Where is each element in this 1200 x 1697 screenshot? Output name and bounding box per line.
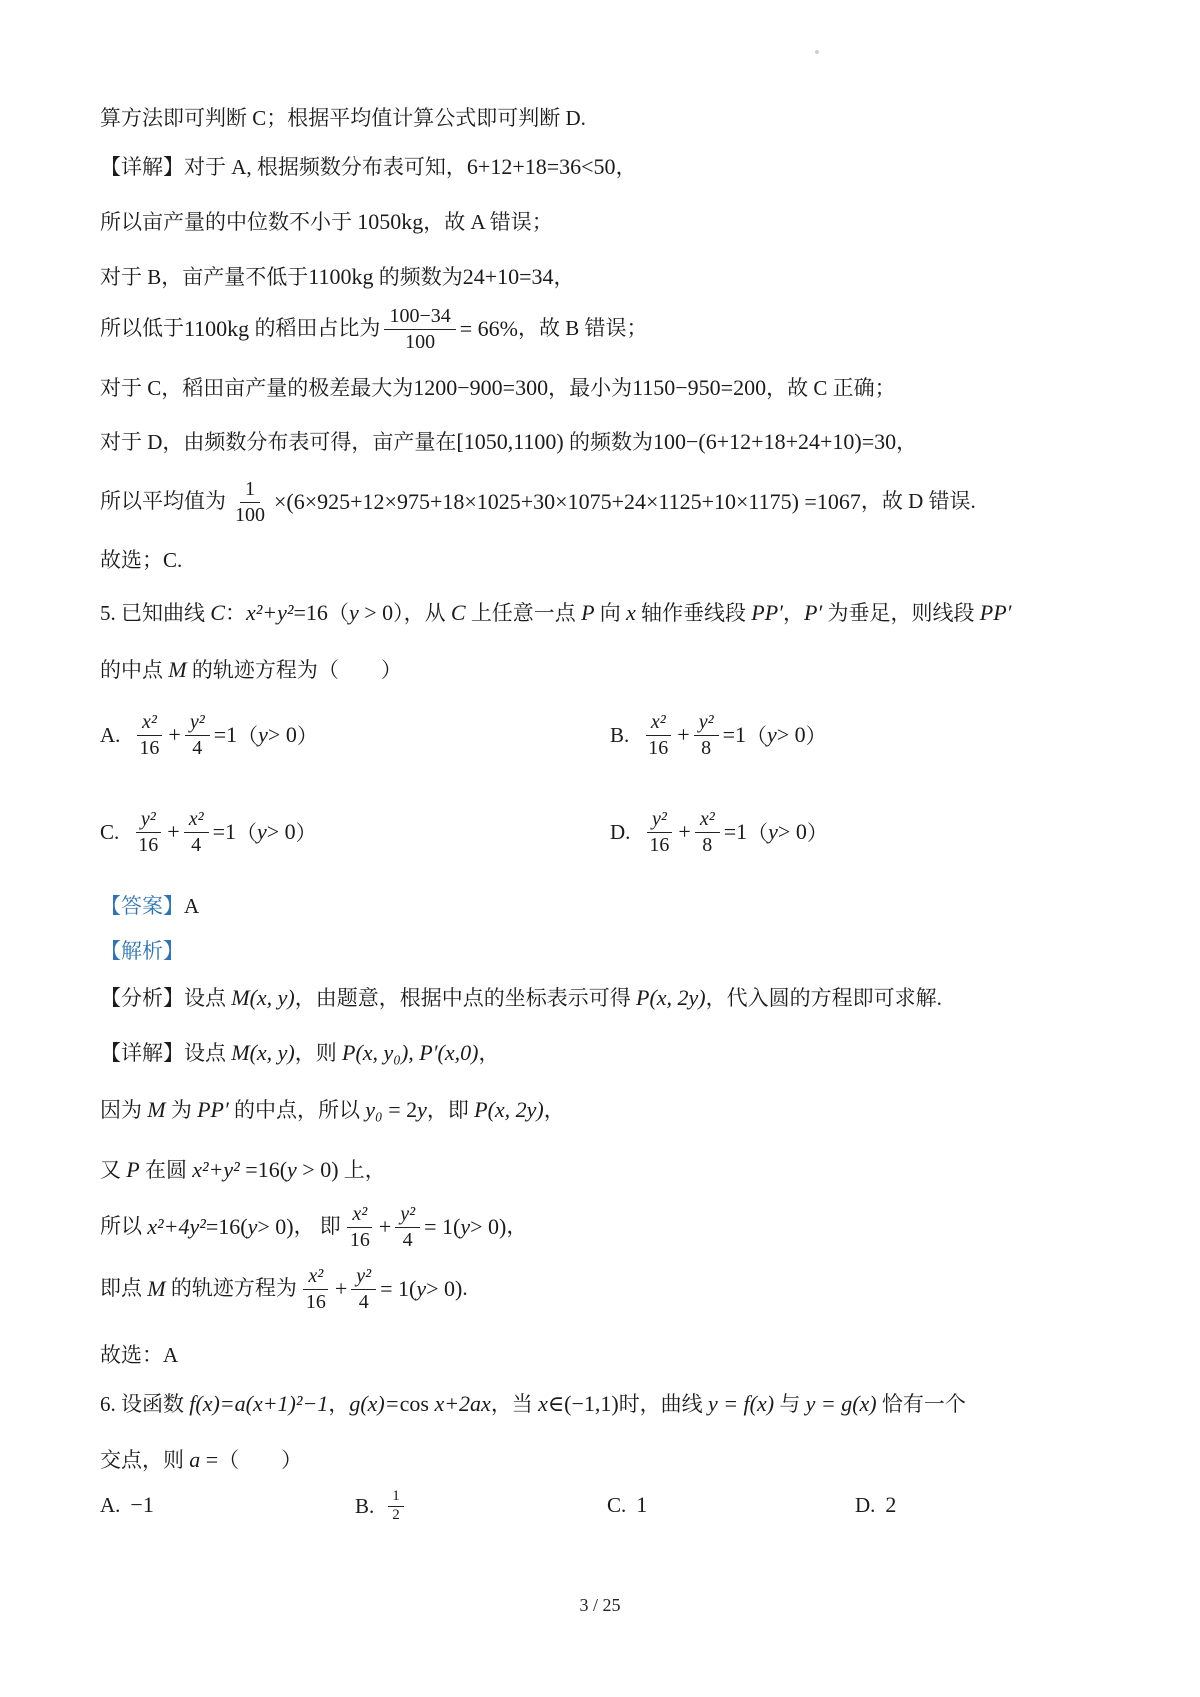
- q5-option-d[interactable]: [610, 795, 828, 869]
- fraction-numerator: x²: [303, 1265, 328, 1290]
- text-segment: 所以: [100, 1214, 148, 1239]
- option-d-frequency-line: [100, 427, 1112, 457]
- text-segment: ，: [328, 1392, 350, 1416]
- text-segment: x²+y²: [245, 600, 294, 625]
- fraction: [695, 808, 720, 857]
- option-label: A.: [100, 722, 121, 747]
- text-segment: > 0: [776, 722, 806, 747]
- text-segment: ，故 B 错误；: [517, 316, 648, 341]
- text-segment: ，最小为: [548, 376, 633, 400]
- text-segment: 1050kg: [357, 209, 424, 234]
- circle-condition-line: [100, 1155, 1112, 1185]
- text-segment: ：: [224, 601, 246, 625]
- fraction-denominator: 16: [648, 736, 669, 759]
- text-segment: ，: [553, 265, 575, 289]
- analysis-header-line: [100, 938, 1112, 966]
- option-label: C.: [607, 1492, 627, 1517]
- text-segment: M: [168, 657, 187, 682]
- text-segment: +: [167, 819, 180, 844]
- fraction-numerator: y²: [136, 808, 161, 833]
- text-segment: x²+4y²: [147, 1214, 206, 1240]
- text-segment: f(x)=a(x+1)²−1: [189, 1391, 329, 1416]
- text-segment: 6+12+18=36<50: [466, 154, 616, 179]
- answer-line: [100, 893, 1112, 921]
- q6-option-d[interactable]: [855, 1490, 896, 1520]
- text-segment: 又: [100, 1158, 127, 1182]
- text-segment: y: [768, 819, 778, 844]
- option-b-frequency-line: [100, 262, 1112, 292]
- option-label: D.: [610, 819, 631, 844]
- option-label: A.: [100, 1492, 121, 1517]
- text-segment: 对于 D，由频数分布表可得，亩产量在: [100, 430, 457, 454]
- text-segment: 故选：A: [100, 1343, 179, 1367]
- text-segment: y: [766, 722, 777, 747]
- text-segment: 轴作垂线段: [635, 601, 752, 625]
- fraction-numerator: y²: [694, 711, 719, 736]
- fraction-numerator: 100−34: [384, 305, 455, 330]
- text-segment: 5. 已知曲线: [100, 601, 211, 625]
- text-segment: C: [210, 600, 225, 625]
- text-segment: 对于 B，亩产量不低于: [100, 265, 309, 289]
- text-segment: （: [235, 821, 257, 845]
- text-segment: 时，曲线: [618, 1392, 708, 1416]
- fraction: [351, 1265, 376, 1314]
- fraction: [643, 711, 673, 760]
- text-segment: y: [256, 819, 267, 844]
- text-segment: P(x, 2y): [636, 985, 706, 1010]
- page-footer-number: 3 / 25: [579, 1595, 621, 1615]
- text-segment: −1: [130, 1492, 154, 1517]
- text-segment: =1: [723, 819, 748, 844]
- text-segment: 在圆: [139, 1158, 193, 1182]
- text-segment: =: [200, 1447, 219, 1472]
- fraction-numerator: y²: [351, 1265, 376, 1290]
- text-segment: P(x, 2y): [474, 1097, 544, 1122]
- text-segment: ）: [805, 724, 827, 748]
- equation-line: [100, 1196, 1112, 1258]
- text-segment: M(x, y): [231, 985, 295, 1010]
- text-segment: 所以亩产量的中位数不小于: [100, 210, 358, 234]
- text-segment: ）: [295, 821, 317, 845]
- text-segment: ）: [296, 724, 318, 748]
- text-segment: y: [247, 1214, 258, 1240]
- text-segment: =1: [213, 722, 238, 747]
- text-segment: ，: [506, 1214, 528, 1239]
- text-segment: ∈(−1,1): [547, 1391, 619, 1416]
- fraction-denominator: 4: [358, 1290, 369, 1313]
- text-segment: （: [327, 601, 349, 625]
- text-segment: 即点: [100, 1276, 148, 1301]
- text-segment: 算方法即可判断 C；根据平均值计算公式即可判断 D.: [100, 106, 586, 130]
- text-segment: 为: [165, 1098, 198, 1122]
- text-segment: +: [677, 722, 690, 747]
- text-segment: ，: [782, 601, 804, 625]
- text-segment: x²+y²: [192, 1157, 240, 1182]
- option-c-range-line: [100, 373, 1112, 403]
- fraction-denominator: 100: [235, 503, 265, 526]
- text-segment: 的中点: [100, 658, 169, 682]
- detail-label: 【详解】设点: [100, 1041, 232, 1065]
- text-segment: 的稻田占比为: [249, 316, 381, 341]
- text-segment: x: [538, 1391, 548, 1416]
- text-segment: cos: [399, 1391, 435, 1416]
- text-segment: 向: [594, 601, 627, 625]
- text-segment: =16(: [205, 1214, 248, 1240]
- text-segment: PP′: [751, 600, 783, 625]
- fraction-denominator: 4: [191, 833, 202, 856]
- text-segment: P: [581, 600, 595, 625]
- fraction-denominator: 100: [405, 330, 436, 353]
- text-segment: P′: [803, 600, 823, 625]
- text-segment: =1: [722, 722, 746, 747]
- text-segment: =16: [293, 600, 328, 625]
- text-segment: 1150−950=200: [632, 375, 767, 400]
- text-segment: ），从: [393, 601, 451, 625]
- detail-label: 【详解】对于 A, 根据频数分布表可知，: [100, 155, 467, 179]
- text-segment: x+2ax: [434, 1391, 491, 1416]
- question-5-stem-line-1: [100, 598, 1112, 628]
- text-segment: 的频数为: [563, 430, 654, 454]
- answer-value: A: [184, 894, 200, 918]
- text-segment: ，则: [294, 1041, 343, 1065]
- fraction-denominator: 16: [649, 833, 670, 856]
- text-segment: ，故 A 错误；: [423, 210, 553, 234]
- text-segment: 1200−900=300: [413, 375, 549, 400]
- fraction-numerator: x²: [695, 808, 720, 833]
- text-segment: 为垂足，则线段: [822, 601, 980, 625]
- text-segment: 交点，则: [100, 1448, 190, 1472]
- question-6-stem-line-2: [100, 1445, 1112, 1475]
- q6-option-b[interactable]: [355, 1480, 408, 1532]
- text-segment: 与: [774, 1392, 806, 1416]
- fraction-numerator: x²: [646, 711, 671, 736]
- fraction: [384, 305, 455, 354]
- text-segment: ， 即: [293, 1214, 341, 1239]
- text-segment: = 66%: [459, 316, 518, 342]
- text-segment: M(x, y): [231, 1040, 295, 1065]
- option-label: B.: [610, 722, 630, 747]
- text-segment: ，故 D 错误.: [860, 489, 976, 514]
- fraction: [694, 711, 719, 760]
- text-segment: 24+10=34: [462, 264, 554, 289]
- fraction: [134, 711, 164, 760]
- text-segment: ，故 C 正确；: [766, 376, 896, 400]
- fraction-denominator: 8: [701, 736, 712, 759]
- fraction-numerator: 1: [240, 478, 260, 503]
- detail-solution-line: [100, 1038, 1112, 1068]
- text-segment: =16(: [239, 1157, 288, 1182]
- text-segment: 恰有一个: [876, 1392, 966, 1416]
- text-segment: 所以低于: [100, 316, 184, 341]
- trajectory-line: [100, 1258, 1112, 1320]
- q5-option-a[interactable]: [100, 698, 318, 772]
- text-segment: > 0): [470, 1214, 507, 1240]
- text-segment: 对于 C，稻田亩产量的极差最大为: [100, 376, 414, 400]
- fraction-numerator: x²: [184, 808, 209, 833]
- text-segment: 的轨迹方程为: [165, 1276, 297, 1301]
- text-segment: PP′: [979, 600, 1012, 625]
- text-segment: = 1(: [424, 1214, 461, 1240]
- fraction: [395, 1203, 420, 1252]
- text-segment: = 1(: [380, 1276, 417, 1302]
- text-segment: x: [626, 600, 636, 625]
- text-segment: ，当: [490, 1392, 539, 1416]
- q5-option-c[interactable]: [100, 795, 317, 869]
- detail-option-a-line: [100, 152, 1112, 182]
- q6-option-c[interactable]: [607, 1490, 647, 1520]
- mean-calculation-line: [100, 474, 1112, 530]
- text-segment: > 0): [257, 1214, 294, 1240]
- text-segment: 6. 设函数: [100, 1392, 190, 1416]
- fraction-denominator: 2: [392, 1506, 400, 1523]
- text-segment: y₀: [365, 1097, 383, 1122]
- text-segment: y: [460, 1214, 471, 1240]
- text-segment: 1100kg: [308, 264, 374, 289]
- fraction-denominator: 4: [192, 736, 203, 759]
- text-segment: [1050,1100): [456, 429, 564, 454]
- fraction-denominator: 16: [138, 833, 159, 856]
- fraction: [301, 1265, 331, 1314]
- text-segment: P: [126, 1157, 140, 1182]
- text-segment: ×(6×925+12×975+18×1025+30×1075+24×1125+10×1175) =1067: [274, 489, 861, 515]
- text-segment: 故选；C.: [100, 548, 183, 572]
- option-b-ratio-line: [100, 300, 1112, 358]
- text-segment: 100−(6+12+18+24+10)=30: [653, 429, 897, 454]
- text-segment: .: [462, 1276, 468, 1301]
- choose-c-line: [100, 547, 1112, 575]
- fraction-numerator: 1: [388, 1489, 404, 1507]
- text-segment: ，: [478, 1041, 500, 1065]
- text-segment: y = g(x): [805, 1391, 877, 1416]
- option-label: B.: [355, 1493, 375, 1518]
- text-segment: ，即: [426, 1098, 475, 1122]
- text-segment: > 0: [777, 819, 807, 844]
- text-segment: y: [417, 1097, 427, 1122]
- text-segment: 1100kg: [184, 316, 250, 342]
- text-segment: +: [334, 1276, 348, 1302]
- text-segment: C: [450, 600, 466, 625]
- stray-mark: [815, 50, 819, 54]
- fraction-denominator: 16: [139, 736, 160, 759]
- text-segment: 上，: [338, 1158, 386, 1182]
- fraction-denominator: 8: [702, 833, 713, 856]
- fraction-denominator: 16: [349, 1228, 370, 1251]
- text-segment: 的轨迹方程为（ ）: [186, 658, 402, 682]
- q6-option-a[interactable]: [100, 1490, 154, 1520]
- text-segment: y: [348, 600, 359, 625]
- fraction-denominator: 4: [402, 1228, 413, 1251]
- text-segment: +: [378, 1214, 392, 1240]
- text-segment: 所以平均值为: [100, 489, 226, 514]
- analysis-label: 【解析】: [100, 939, 184, 963]
- fraction: [387, 1489, 405, 1524]
- fraction: [644, 808, 674, 857]
- text-segment: ，: [543, 1098, 565, 1122]
- text-segment: y = f(x): [707, 1391, 775, 1416]
- fraction: [345, 1203, 375, 1252]
- text-segment: g(x)=: [349, 1391, 400, 1416]
- text-segment: PP′: [197, 1097, 229, 1122]
- fraction-numerator: y²: [395, 1203, 420, 1228]
- choose-a-line: [100, 1342, 1112, 1370]
- fraction-numerator: y²: [647, 808, 672, 833]
- midpoint-line: [100, 1095, 1112, 1125]
- text-segment: > 0): [296, 1157, 339, 1182]
- answer-label: 【答案】: [100, 894, 184, 918]
- text-segment: > 0): [426, 1276, 463, 1302]
- text-segment: 的中点，所以: [228, 1098, 366, 1122]
- text-segment: 的频数为: [373, 265, 463, 289]
- q5-option-b[interactable]: [610, 698, 827, 772]
- analysis-line: [100, 983, 1112, 1013]
- text-segment: 上任意一点: [465, 601, 582, 625]
- text-segment: > 0: [358, 600, 394, 625]
- text-segment: ，代入圆的方程即可求解.: [705, 986, 942, 1010]
- text-segment: = 2: [382, 1097, 418, 1122]
- text-segment: （: [747, 821, 769, 845]
- fraction-numerator: y²: [185, 711, 210, 736]
- text-segment: ，: [615, 155, 637, 179]
- text-segment: > 0: [266, 819, 296, 844]
- option-label: D.: [855, 1492, 876, 1517]
- fraction: [185, 711, 210, 760]
- text-segment: （: [237, 724, 259, 748]
- analysis-detail-label: 【分析】设点: [100, 986, 232, 1010]
- text-segment: y: [416, 1276, 427, 1302]
- text-segment: +: [678, 819, 691, 844]
- text-segment: > 0: [267, 722, 297, 747]
- fraction-numerator: x²: [347, 1203, 372, 1228]
- text-segment: ，由题意，根据中点的坐标表示可得: [294, 986, 637, 1010]
- question-5-stem-line-2: [100, 655, 1112, 685]
- text-segment: 2: [885, 1492, 897, 1517]
- text-segment: =1: [212, 819, 236, 844]
- option-label: C.: [100, 819, 120, 844]
- text-segment: y: [287, 1157, 297, 1182]
- text-segment: （: [745, 724, 767, 748]
- text-segment: M: [147, 1097, 166, 1122]
- text-segment: ）: [806, 821, 828, 845]
- text-segment: +: [168, 722, 181, 747]
- question-6-stem-line-1: [100, 1389, 1112, 1419]
- fraction: [133, 808, 163, 857]
- fraction: [184, 808, 209, 857]
- text-segment: M: [147, 1276, 166, 1302]
- text-segment: y: [258, 722, 268, 747]
- fraction-numerator: x²: [137, 711, 162, 736]
- fraction: [230, 478, 270, 527]
- text-segment: 因为: [100, 1098, 148, 1122]
- text-segment: ，: [896, 430, 918, 454]
- median-conclusion-line: [100, 207, 1112, 237]
- fraction-denominator: 16: [305, 1290, 326, 1313]
- judgment-method-line: [100, 105, 1112, 133]
- text-segment: 1: [636, 1492, 648, 1517]
- text-segment: a: [189, 1447, 201, 1472]
- text-segment: P(x, y₀), P′(x,0): [342, 1040, 479, 1065]
- text-segment: （ ）: [218, 1448, 303, 1472]
